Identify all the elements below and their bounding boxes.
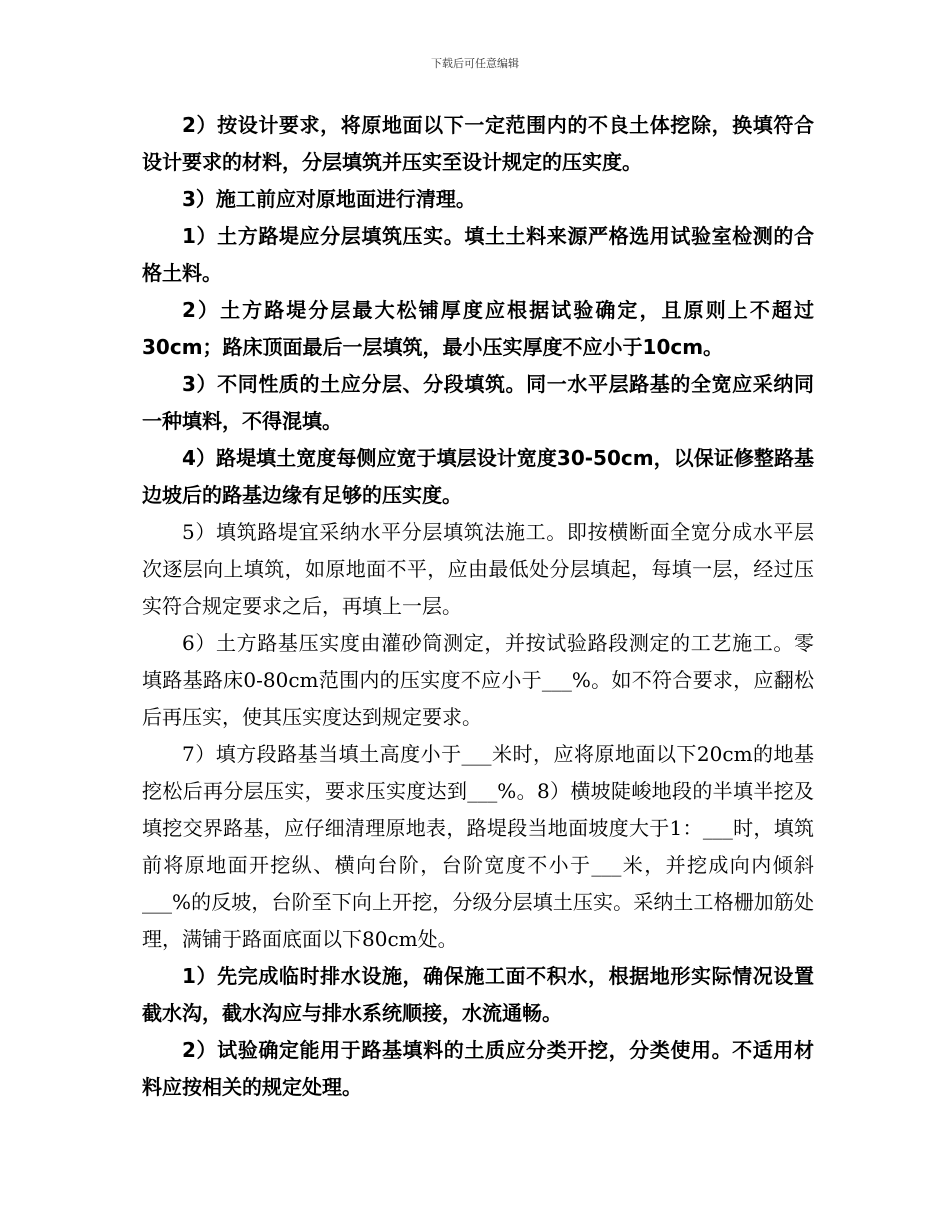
paragraph: 2）土方路堤分层最大松铺厚度应根据试验确定，且原则上不超过30cm；路床顶面最后一层填筑，最小压实厚度不应小于10cm。 <box>142 298 814 359</box>
paragraph: 4）路堤填土宽度每侧应宽于填层设计宽度30-50cm，以保证修整路基边坡后的路基边缘有足够的压实度。 <box>142 446 814 507</box>
paragraph: 6）土方路基压实度由灌砂筒测定，并按试验路段测定的工艺施工。零填路基路床0-80cm范围内的压实度不应小于___%。如不符合要求，应翻松后再压实，使其压实度达到规定要求。 <box>142 631 814 729</box>
document-body <box>142 107 814 1106</box>
page-header: 下载后可任意编辑 <box>431 57 519 70</box>
paragraph: 1）土方路堤应分层填筑压实。填土土料来源严格选用试验室检测的合格土料。 <box>142 224 814 285</box>
paragraph: 3）施工前应对原地面进行清理。 <box>182 187 476 211</box>
paragraph: 1）先完成临时排水设施，确保施工面不积水，根据地形实际情况设置截水沟，截水沟应与排水系统顺接，水流通畅。 <box>142 964 814 1025</box>
paragraph: 7）填方段路基当填土高度小于___米时，应将原地面以下20cm的地基挖松后再分层压实，要求压实度达到___%。8）横坡陡峻地段的半填半挖及填挖交界路基，应仔细清理原地表，路堤段当地面坡度大于1：___时，填筑前将原地面开挖纵、横向台阶，台阶宽度不小于___米，并挖成向内倾斜___%的反坡，台阶至下向上开挖，分级分层填土压实。采纳土工格栅加筋处理，满铺于路面底面以下80cm处。 <box>142 742 814 951</box>
paragraph: 2）试验确定能用于路基填料的土质应分类开挖，分类使用。不适用材料应按相关的规定处理。 <box>142 1038 814 1099</box>
paragraph: 5）填筑路堤宜采纳水平分层填筑法施工。即按横断面全宽分成水平层次逐层向上填筑，如原地面不平，应由最低处分层填起，每填一层，经过压实符合规定要求之后，再填上一层。 <box>142 520 814 618</box>
paragraph: 3）不同性质的土应分层、分段填筑。同一水平层路基的全宽应采纳同一种填料，不得混填。 <box>142 372 814 433</box>
paragraph: 2）按设计要求，将原地面以下一定范围内的不良土体挖除，换填符合设计要求的材料，分层填筑并压实至设计规定的压实度。 <box>142 113 814 174</box>
